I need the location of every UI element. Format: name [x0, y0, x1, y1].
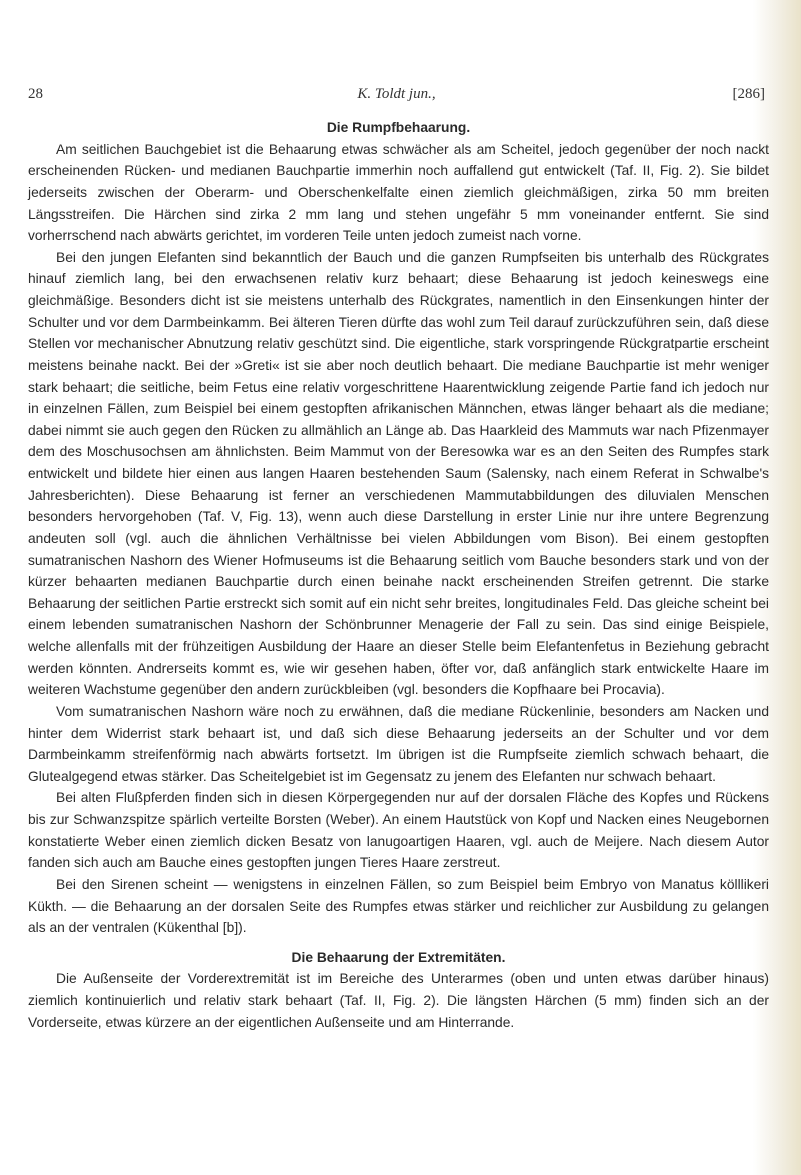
section-heading-extremitaeten: Die Behaarung der Extremitäten.	[291, 949, 506, 965]
running-head: K. Toldt jun.,	[357, 86, 436, 102]
paragraph: Vom sumatranischen Nashorn wäre noch zu erwähnen, daß die mediane Rückenlinie, besonders am Nacken und hinter dem Widerrist stark behaart ist, und daß sich diese Behaarung jederseits an der Schulter und vor dem Darmbeinkamm streifenförmig nach abwärts fortsetzt. Im übrigen ist die Rumpfseite ziemlich schwach behaart, die Glutealgegend etwas stärker. Das Scheitelgebiet ist im Gegensatz zu jenem des Elefanten nur schwach behaart.	[28, 703, 769, 784]
paragraph: Die Außenseite der Vorderextremität ist im Bereiche des Unterarmes (oben und unten etwas darüber hinaus) ziemlich kontinuierlich und relativ stark behaart (Taf. II, Fig. 2). Die längsten Härchen (5 mm) finden sich an der Vorderseite, etwas kürzere an der eigentlichen Außenseite und am Hinterrande.	[28, 971, 769, 1030]
page-header	[28, 86, 765, 108]
body-text	[28, 117, 769, 1033]
paragraph: Bei den Sirenen scheint — wenigstens in einzelnen Fällen, so zum Beispiel beim Embryo von Manatus kölllikeri Kükth. — die Behaarung an der dorsalen Seite des Rumpfes etwas stärker und reichlicher zur Ausbildung zu gelangen als an der ventralen (Kükenthal [b]).	[28, 876, 769, 936]
section-heading-rumpfbehaarung: Die Rumpfbehaarung.	[326, 120, 471, 135]
paragraph: Am seitlichen Bauchgebiet ist die Behaarung etwas schwächer als am Scheitel, jedoch gegenüber der noch nackt erscheinenden Rücken- und medianen Bauchpartie immerhin noch auffallend gut entwickelt (Taf. II, Fig. 2). Sie bildet jederseits zwischen der Oberarm- und Oberschenkelfalte einen ziemlich gleichmäßigen, zirka 50 mm breiten Längsstreifen. Die Härchen sind zirka 2 mm lang und stehen ungefähr 5 mm voneinander entfernt. Sie sind vorherrschend nach abwärts gerichtet, im vorderen Teile unten jedoch zumeist nach vorne.	[28, 141, 769, 244]
paragraph: Bei den jungen Elefanten sind bekanntlich der Bauch und die ganzen Rumpfseiten bis unterhalb des Rückgrates hinauf ziemlich lang, bei den erwachsenen relativ kurz behaart; diese Behaarung ist jedoch keineswegs eine gleichmäßige. Besonders dicht ist sie meistens unterhalb des Rückgrates, namentlich in den Einsenkungen hinter der Schulter und vor dem Darmbeinkamm. Bei älteren Tieren dürfte das wohl zum Teil darauf zurückzuführen sein, daß diese Stellen vor mechanischer Abnutzung relativ geschützt sind. Die eigentliche, stark vorspringende Rückgratpartie erscheint meistens beinahe nackt. Bei der »Greti« ist sie aber noch deutlich behaart. Die mediane Bauchpartie ist mehr weniger stark behaart; die seitliche, beim Fetus eine relativ vorgeschrittene Haarentwicklung zeigende Partie fand ich jedoch nur in einzelnen Fällen, zum Beispiel bei einem gestopften afrikanischen Männchen, etwas länger behaart als die mediane; dabei nimmt sie auch gegen den Rücken zu allmählich an Länge ab. Das Haarkleid des Mammuts war nach Pfizenmayer dem des Moschusochsen am ähnlichsten. Beim Mammut von der Beresowka war es an den Seiten des Rumpfes stark entwickelt und bildete hier einen aus langen Haaren bestehenden Saum (Salensky, nach einem Referat in Schwalbe's Jahresberichten). Diese Behaarung ist ferner an verschiedenen Mammutabbildungen des diluvialen Menschen besonders hervorgehoben (Taf. V, Fig. 13), wenn auch diese Darstellung in erster Linie nur ihre untere Begrenzung andeuten soll (vgl. auch die ähnlichen Verhältnisse bei vielen Abbildungen vom Bison). Bei einem gestopften sumatranischen Nashorn des Wiener Hofmuseums ist die Behaarung seitlich vom Bauche besonders stark und von der kürzer behaarten medianen Bauchpartie durch einen beinahe nackt erscheinenden Streifen getrennt. Die starke Behaarung der seitlichen Partie erstreckt sich somit auf ein nicht sehr breites, longitudinales Feld. Das gleiche scheint bei einem lebenden sumatranischen Nashorn der Schönbrunner Menagerie der Fall zu sein. Das sind einige Beispiele, welche allenfalls mit der frühzeitigen Ausbildung der Haare an dieser Stelle beim Elefantenfetus in Beziehung gebracht werden könnten. Andrerseits kommt es, wie wir gesehen haben, öfter vor, daß anfänglich stark entwickelte Haare im weiteren Wachstume gegenüber den andern zurückbleiben (vgl. besonders die Kopfhaare bei Procavia).	[28, 249, 769, 698]
paragraph: Bei alten Flußpferden finden sich in diesen Körpergegenden nur auf der dorsalen Fläche des Kopfes und Rückens bis zur Schwanzspitze spärlich verteilte Borsten (Weber). An einem Hautstück von Kopf und Nacken eines Neugebornen konstatierte Weber einen ziemlich dicken Besatz von lanugoartigen Haaren, vgl. auch de Meijere. Nach diesem Autor fanden sich auch am Bauche eines gestopften jungen Tieres Haare zerstreut.	[28, 790, 769, 871]
page-number: 28	[28, 86, 43, 102]
bracketed-page-number: [286]	[732, 86, 765, 102]
